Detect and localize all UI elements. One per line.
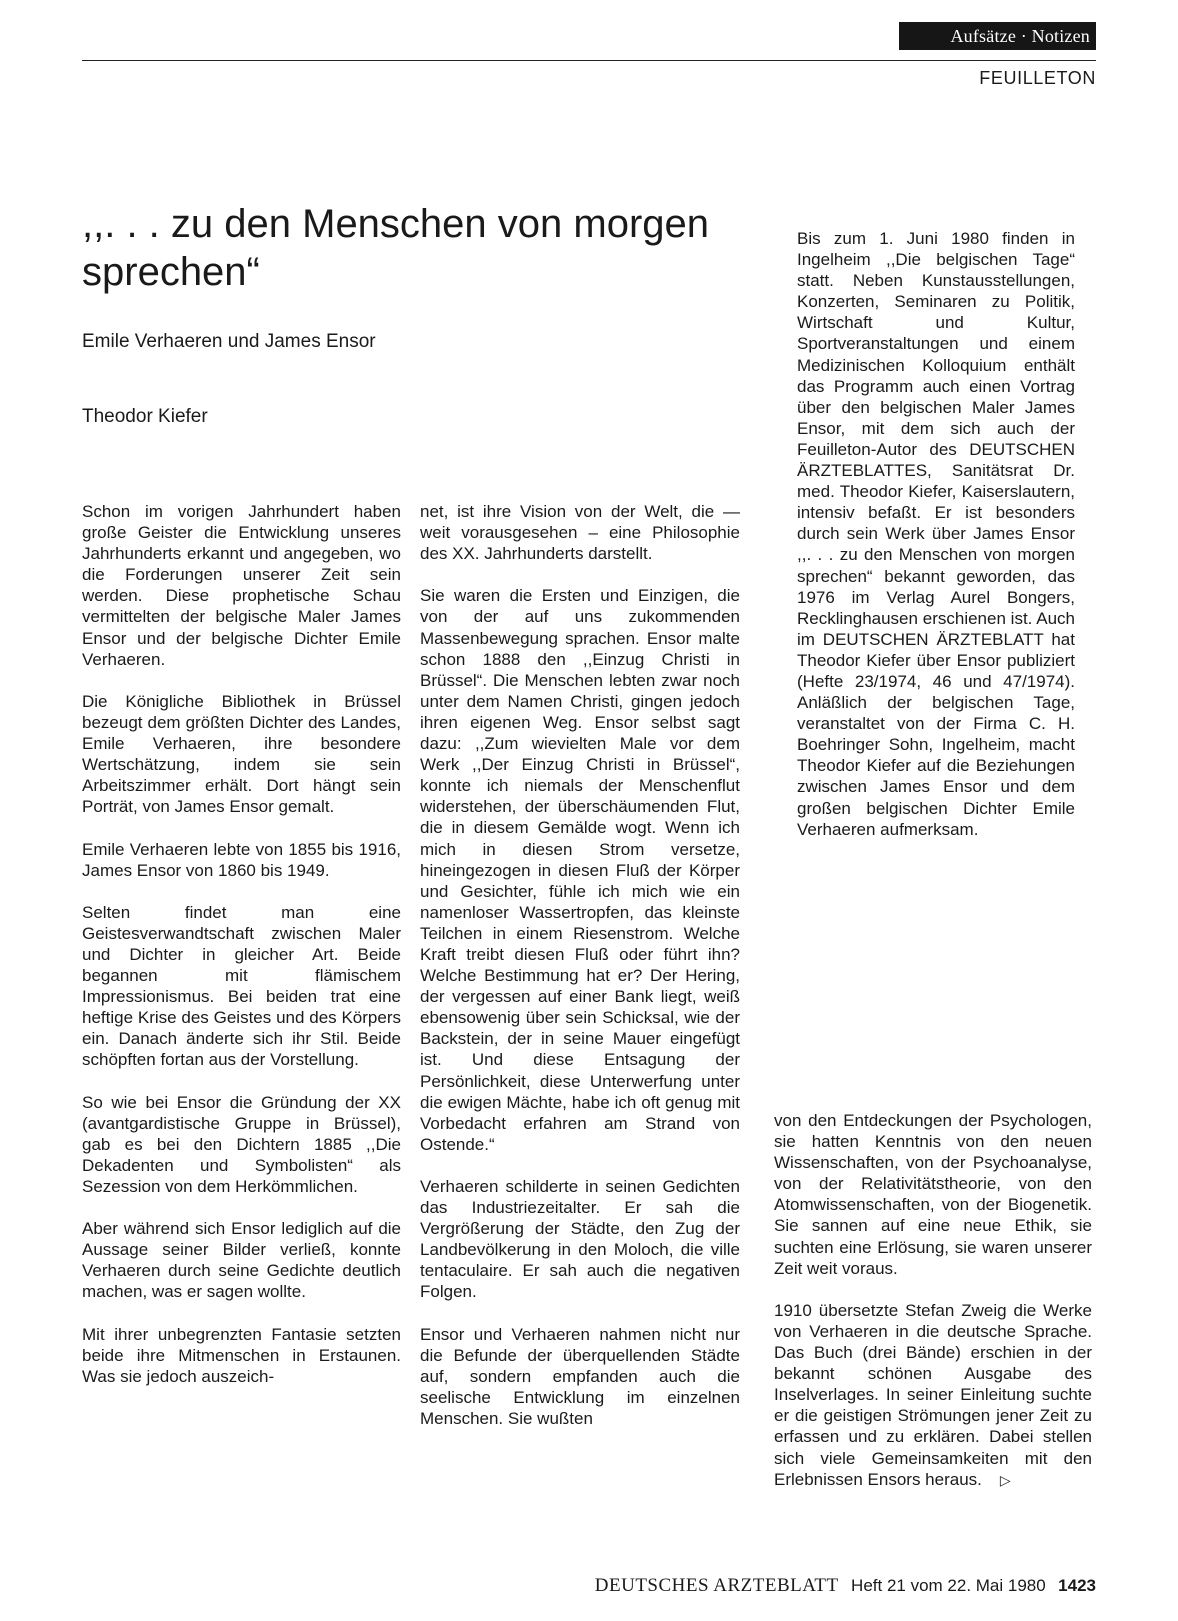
paragraph: Verhaeren schilderte in seinen Gedichten das Industriezeitalter. Er sah die Vergrößerung der Städte, den Zug der Landbevölkerung in den Moloch, die ville tentaculaire. Er sah auch die negativen Folgen. xyxy=(420,1177,740,1302)
paragraph: Die Königliche Bibliothek in Brüssel bezeugt dem größten Dichter des Landes, Emile Verhaeren, ihre besondere Wertschätzung, indem sie sein Arbeitszimmer erhält. Dort hängt sein Porträt, von James Ensor gemalt. xyxy=(82,691,401,817)
text-column-1 xyxy=(82,501,401,1387)
journal-name: DEUTSCHES ARZTEBLATT xyxy=(594,1575,839,1596)
text-column-2 xyxy=(420,501,740,1429)
page-footer xyxy=(476,1575,1096,1597)
article-subtitle: Emile Verhaeren und James Ensor xyxy=(82,331,376,352)
page-number: 1423 xyxy=(1058,1576,1096,1595)
paragraph: net, ist ihre Vision von der Welt, die — weit vorausgesehen – eine Philosophie des XX. Jahrhunderts darstellt. xyxy=(420,502,740,564)
category-badge: Aufsätze · Notizen xyxy=(899,22,1096,50)
paragraph: von den Entdeckungen der Psychologen, sie hatten Kenntnis von den neuen Wissenschaften, von der Psychoanalyse, von der Relativitätstheorie, von den Atomwissenschaften, von der Biogenetik. Sie sannen auf eine neue Ethik, sie suchten eine Erlösung, sie waren unserer Zeit weit voraus. xyxy=(774,1111,1092,1278)
paragraph: Mit ihrer unbegrenzten Fantasie setzten beide ihre Mitmenschen in Erstaunen. Was sie jedoch auszeich- xyxy=(82,1324,401,1386)
issue-info: Heft 21 vom 22. Mai 1980 xyxy=(851,1576,1046,1595)
paragraph-text: 1910 übersetzte Stefan Zweig die Werke von Verhaeren in die deutsche Sprache. Das Buch (drei Bände) erschien in der bekannt schönen Ausgabe des Inselverlages. In seiner Einleitung suchte er die geistigen Strömungen jener Zeit zu erfassen und zu erklären. Dabei stellen sich viele Gemeinsamkeiten mit den Erlebnissen Ensors heraus. xyxy=(774,1300,1092,1489)
intro-box-column xyxy=(797,228,1075,840)
article-title: ,,. . . zu den Menschen von morgen sprechen“ xyxy=(82,202,710,294)
paragraph: Aber während sich Ensor lediglich auf die Aussage seiner Bilder verließ, konnte Verhaeren durch seine Gedichte deutlich machen, was er sagen wollte. xyxy=(82,1219,401,1302)
section-label: FEUILLETON xyxy=(979,68,1096,88)
triangle-right-outline-icon: ▷ xyxy=(999,1471,1011,1488)
paragraph: Emile Verhaeren lebte von 1855 bis 1916, James Ensor von 1860 bis 1949. xyxy=(82,839,401,880)
paragraph: Ensor und Verhaeren nahmen nicht nur die Befunde der überquellenden Städte auf, sondern empfanden auch die seelische Entwicklung im einzelnen Menschen. Sie wußten xyxy=(420,1324,740,1429)
article-author: Theodor Kiefer xyxy=(82,406,208,427)
paragraph: Selten findet man eine Geistesverwandtschaft zwischen Maler und Dichter in gleicher Art. Beide begannen mit flämischem Impressionismus. Bei beiden trat eine heftige Krise des Geistes und des Körpers ein. Danach änderte sich ihr Stil. Beide schöpften fortan aus der Vorstellung. xyxy=(82,902,401,1070)
intro-paragraph: Bis zum 1. Juni 1980 finden in Ingelheim ,,Die belgischen Tage“ statt. Neben Kunstausstellungen, Konzerten, Seminaren zu Politik, Wirtschaft und Kultur, Sportveranstaltungen und einem Medizinischen Kolloquium enthält das Programm auch einen Vortrag über den belgischen Maler James Ensor, mit dem sich auch der Feuilleton-Autor des DEUTSCHEN ÄRZTEBLATTES, Sanitätsrat Dr. med. Theodor Kiefer, Kaiserslautern, intensiv befaßt. Er ist besonders durch sein Werk über James Ensor ,,. . . zu den Menschen von morgen sprechen“ bekannt geworden, das 1976 im Verlag Aurel Bongers, Recklinghausen erschienen ist. Auch im DEUTSCHEN ÄRZTEBLATT hat Theodor Kiefer über Ensor publiziert (Hefte 23/1974, 46 und 47/1974). Anläßlich der belgischen Tage, veranstaltet von der Firma C. H. Boehringer Sohn, Ingelheim, macht Theodor Kiefer auf die Beziehungen zwischen James Ensor und dem großen belgischen Dichter Emile Verhaeren aufmerksam. xyxy=(797,229,1075,839)
paragraph: Sie waren die Ersten und Einzigen, die von der auf uns zukommenden Massenbewegung sprachen. Ensor malte schon 1888 den ,,Einzug Christi in Brüssel“. Die Menschen lebten zwar noch unter dem Namen Christi, gingen jedoch ihren eigenen Weg. Ensor selbst sagt dazu: ,,Zum wievielten Male vor dem Werk ,,Der Einzug Christi in Brüssel“, konnte ich niemals der Menschenflut widerstehen, der überschäumenden Flut, die in diesem Gemälde wogt. Wenn ich mich in diesen Strom versetze, hineingezogen in diesen Fluß der Körper und Gesichter, fühle ich mich wie ein namenloser Wassertropfen, das kleinste Teilchen in einem Riesenstrom. Welche Kraft treibt diesen Fluß oder führt ihn? Welche Bestimmung hat er? Der Hering, der vergessen auf einer Bank liegt, weiß ebensowenig über sein Schicksal, wie der Backstein, der in seine Mauer eingefügt ist. Und diese Entsagung der Persönlichkeit, diese Unterwerfung unter die ewigen Mächte, habe ich oft genug mit Vorbedacht erfahren am Strand von Ostende.“ xyxy=(420,586,740,1154)
paragraph: Schon im vorigen Jahrhundert haben große Geister die Entwicklung unseres Jahrhunderts erkannt und angegeben, wo die Forderungen unserer Zeit sein werden. Diese prophetische Schau vermittelten der belgische Maler James Ensor und der belgische Dichter Emile Verhaeren. xyxy=(82,502,401,669)
paragraph: So wie bei Ensor die Gründung der XX (avantgardistische Gruppe in Brüssel), gab es bei den Dichtern 1885 ,,Die Dekadenten und Symbolisten“ als Sezession von dem Herkömmlichen. xyxy=(82,1092,401,1196)
header-rule xyxy=(82,60,1096,61)
text-column-3 xyxy=(774,1110,1092,1491)
paragraph-last xyxy=(774,1300,1092,1491)
